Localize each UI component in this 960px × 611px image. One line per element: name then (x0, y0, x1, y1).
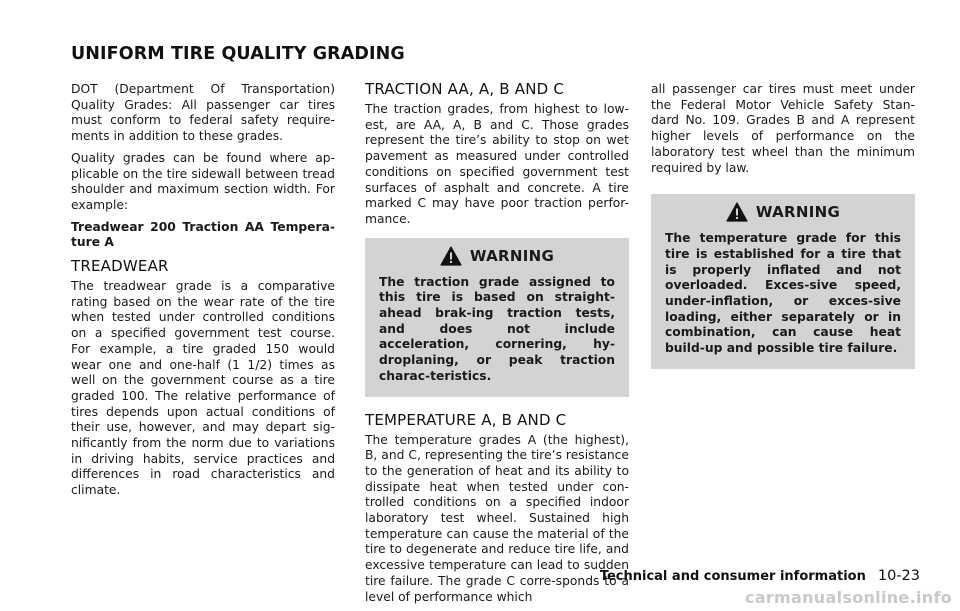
temperature-heading: TEMPERATURE A, B AND C (365, 410, 567, 429)
column-1 (71, 82, 335, 505)
warning-header (379, 246, 615, 266)
quality-grades-paragraph: Quality grades can be found where ap-plicable on the tire sidewall between tread shoulder and maximum section width. For example: (71, 150, 335, 212)
page-number: 10-23 (877, 568, 920, 584)
watermark: carmanualsonline.info (744, 588, 952, 607)
traction-heading: TRACTION AA, A, B AND C (365, 80, 565, 98)
warning-text: The traction grade assigned to this tire is based on straight-ahead brak-ing traction tests, and does not include acceleration, cornering, hy-droplaning, or peak traction charac-teristics. (379, 274, 615, 383)
column-3 (651, 82, 915, 383)
temperature-continued-paragraph: all passenger car tires must meet under the Federal Motor Vehicle Safety Stan-dard No. 109. Grades B and A represent higher levels of performance on the laboratory test wheel than the minimum required by law. (651, 82, 915, 175)
temperature-paragraph: The temperature grades A (the highest), B, and C, representing the tire’s resistance to the generation of heat and its ability to dissipate heat when tested under con-trolled conditions on a specified indoor laboratory test wheel. Sustained high temperature can cause the material of the tire to degenerate and reduce tire life, and excessive temperature can lead to sudden tire failure. The grade C corre-sponds to a level of performance which (365, 432, 629, 604)
treadwear-heading: TREADWEAR (71, 257, 169, 276)
warning-triangle-icon (726, 202, 748, 222)
footer-section-title: Technical and consumer information (599, 569, 866, 584)
column-2 (365, 80, 629, 611)
warning-triangle-icon (440, 246, 462, 266)
treadwear-paragraph: The treadwear grade is a comparative rating based on the wear rate of the tire when tested under controlled conditions on a specified government test course. For example, a tire graded 150 would wear one and one-half (1 1/2) times as well on the government course as a tire graded 100. The relative performance of tires depends upon actual conditions of their use, however, and may depart sig-nificantly from the norm due to variations in driving habits, service practices and differences in road characteristics and climate. (71, 279, 335, 498)
warning-title: WARNING (755, 203, 841, 222)
traction-warning-box (365, 238, 629, 397)
dot-paragraph: DOT (Department Of Transportation) Quality Grades: All passenger car tires must conform to federal safety require-ments in addition to these grades. (71, 82, 335, 144)
warning-header (665, 202, 901, 222)
traction-paragraph: The traction grades, from highest to low-est, are AA, A, B and C. Those grades represent the tire’s ability to stop on wet pavement as measured under controlled conditions on specified government test surfaces of asphalt and concrete. A tire marked C may have poor traction perfor-mance. (365, 102, 629, 226)
temperature-warning-box (651, 194, 915, 369)
example-grade: Treadwear 200 Traction AA Tempera-ture A (71, 219, 335, 250)
warning-title: WARNING (469, 246, 555, 265)
page-footer (600, 568, 920, 584)
warning-text: The temperature grade for this tire is established for a tire that is properly inflated and not overloaded. Exces-sive speed, under-inflation, or exces-sive loading, either separately or in combination, can cause heat build-up and possible tire failure. (665, 231, 901, 356)
page-title: UNIFORM TIRE QUALITY GRADING (71, 44, 405, 64)
